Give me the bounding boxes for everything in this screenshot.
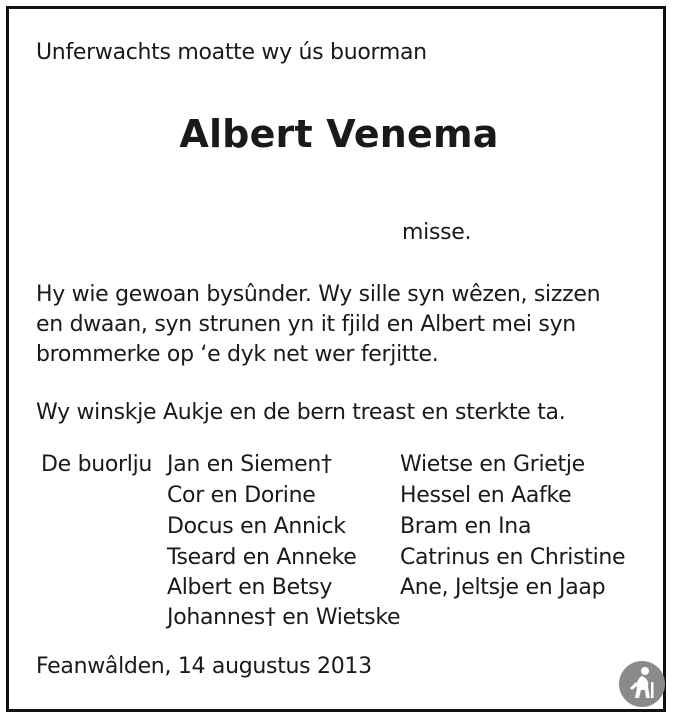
place-date: Feanwâlden, 14 augustus 2013 — [36, 654, 372, 679]
neighbor-left-5: Albert en Betsy — [167, 575, 333, 600]
intro-text: Unferwachts moatte wy ús buorman — [36, 40, 427, 65]
neighbor-left-6: Johannes† en Wietske — [167, 605, 401, 630]
neighbor-left-3: Docus en Annick — [167, 514, 346, 539]
group-label: De buorlju — [41, 452, 153, 477]
neighbor-right-2: Hessel en Aafke — [400, 483, 572, 508]
wish-text: Wy winskje Aukje en de bern treast en sterkte ta. — [36, 400, 566, 425]
neighbor-left-4: Tseard en Anneke — [167, 545, 357, 570]
paragraph-line-2: en dwaan, syn strunen yn it fjild en Albert mei syn — [36, 312, 576, 337]
paragraph-line-3: brommerke op ‘e dyk net wer ferjitte. — [36, 342, 439, 367]
misse-text: misse. — [402, 220, 472, 245]
neighbor-right-1: Wietse en Grietje — [400, 452, 585, 477]
neighbor-right-4: Catrinus en Christine — [400, 545, 626, 570]
memorial-figure-icon — [618, 660, 666, 708]
deceased-name: Albert Venema — [179, 112, 499, 156]
neighbor-right-3: Bram en Ina — [400, 514, 532, 539]
neighbor-left-1: Jan en Siemen† — [167, 452, 332, 477]
neighbor-right-5: Ane, Jeltsje en Jaap — [400, 575, 606, 600]
paragraph-line-1: Hy wie gewoan bysûnder. Wy sille syn wêzen, sizzen — [36, 282, 601, 307]
neighbor-left-2: Cor en Dorine — [167, 483, 316, 508]
